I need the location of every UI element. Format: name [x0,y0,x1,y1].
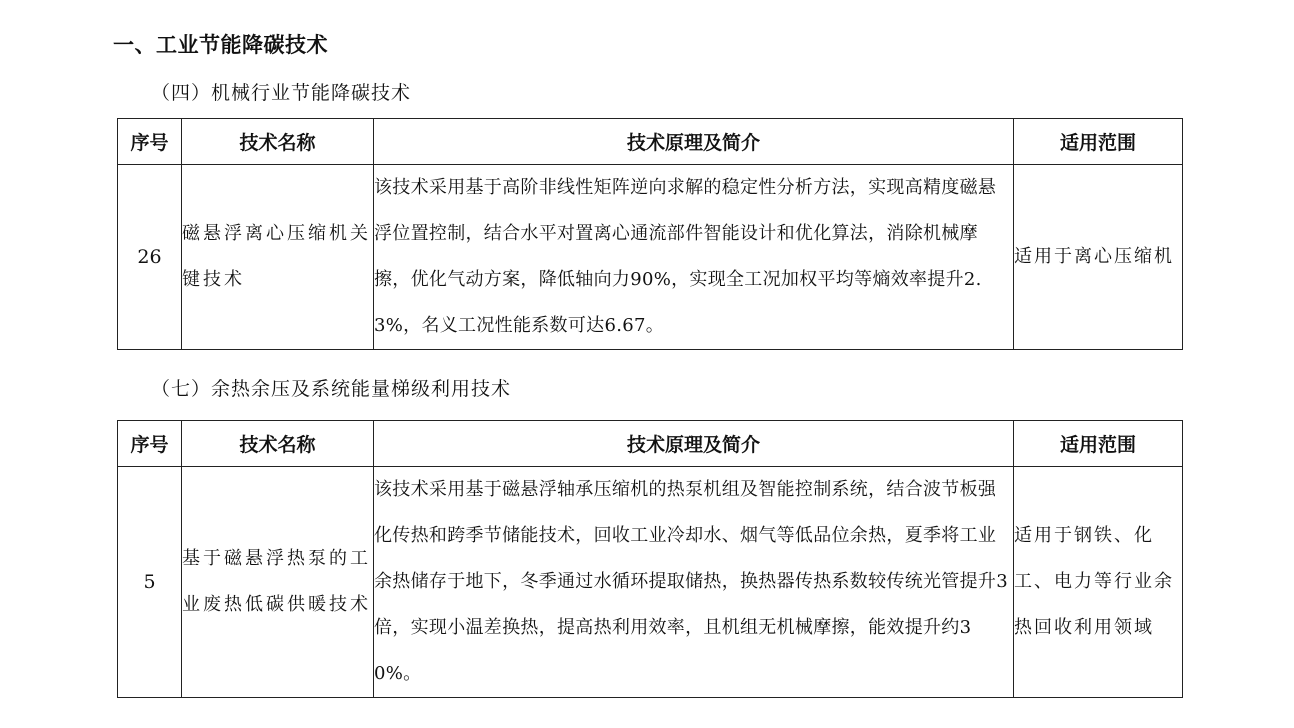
table-header-row [118,421,1183,467]
section-title: 一、工业节能降碳技术 [113,33,328,57]
header-name: 技术名称 [182,119,374,165]
tech-name-text: 基于磁悬浮热泵的工业废热低碳供暖技术 [182,548,371,615]
subsection-title-waste-heat: （七）余热余压及系统能量梯级利用技术 [151,378,512,400]
tech-scope-text: 适用于钢铁、化工、电力等行业余热回收利用领域 [1014,525,1174,638]
tech-name [182,165,374,350]
tech-scope [1014,467,1183,698]
subsection-title-machinery: （四）机械行业节能降碳技术 [151,82,412,104]
tech-scope-text: 适用于离心压缩机 [1014,246,1174,267]
table-row [118,165,1183,350]
machinery-tech-table [117,118,1183,350]
tech-description-text: 该技术采用基于高阶非线性矩阵逆向求解的稳定性分析方法，实现高精度磁悬浮位置控制，结合水平对置离心通流部件智能设计和优化算法，消除机械摩擦，优化气动方案，降低轴向力90%，实现全工况加权平均等熵效率提升2.3%，名义工况性能系数可达6.67。 [374,177,997,336]
header-desc: 技术原理及简介 [374,119,1014,165]
tech-name-text: 磁悬浮离心压缩机关键技术 [182,223,371,290]
tech-description [374,165,1014,350]
row-number: 26 [118,165,182,350]
tech-scope [1014,165,1183,350]
tech-description [374,467,1014,698]
table-row [118,467,1183,698]
tech-description-text: 该技术采用基于磁悬浮轴承压缩机的热泵机组及智能控制系统，结合波节板强化传热和跨季节储能技术，回收工业冷却水、烟气等低品位余热，夏季将工业余热储存于地下，冬季通过水循环提取储热，换热器传热系数较传统光管提升3倍，实现小温差换热，提高热利用效率，且机组无机械摩擦，能效提升约30%。 [374,479,1008,684]
header-scope: 适用范围 [1014,421,1183,467]
header-desc: 技术原理及简介 [374,421,1014,467]
header-scope: 适用范围 [1014,119,1183,165]
header-no: 序号 [118,119,182,165]
header-name: 技术名称 [182,421,374,467]
table-header-row [118,119,1183,165]
waste-heat-tech-table [117,420,1183,698]
tech-name [182,467,374,698]
row-number: 5 [118,467,182,698]
header-no: 序号 [118,421,182,467]
